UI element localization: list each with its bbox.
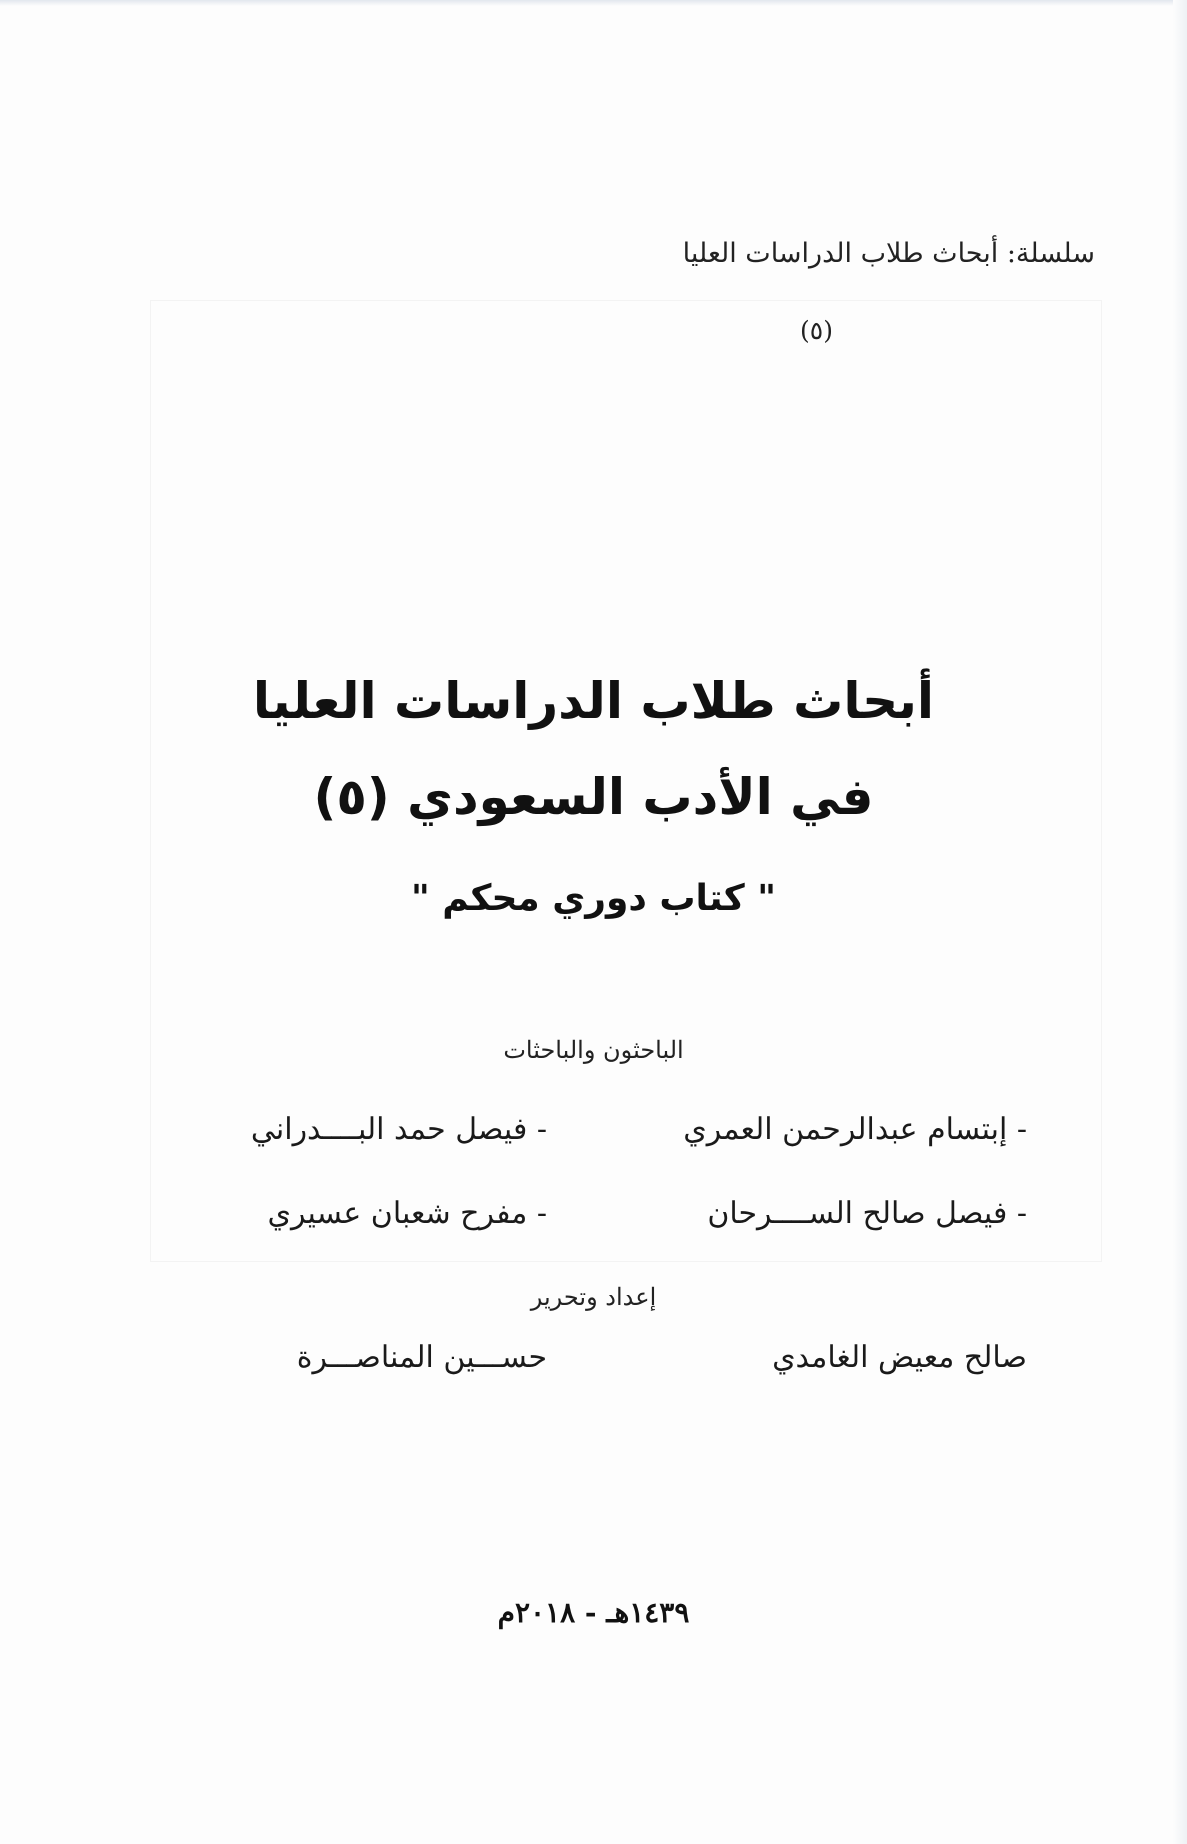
scan-edge-top	[0, 0, 1187, 6]
series-label: سلسلة: أبحاث طلاب الدراسات العليا	[682, 238, 1095, 269]
researcher-name: - فيصل صالح الســــرحان	[707, 1196, 1027, 1231]
researcher-name: - فيصل حمد البــــدراني	[250, 1112, 547, 1147]
editor-name: حســـين المناصـــرة	[296, 1340, 547, 1375]
book-title-line-2: في الأدب السعودي (٥)	[313, 768, 874, 826]
series-number: (٥)	[800, 316, 833, 345]
researcher-name: - إبتسام عبدالرحمن العمري	[683, 1112, 1027, 1147]
book-subtitle: " كتاب دوري محكم "	[411, 878, 776, 919]
researcher-name: - مفرح شعبان عسيري	[267, 1196, 547, 1231]
editor-name: صالح معيض الغامدي	[772, 1340, 1027, 1375]
editing-heading: إعداد وتحرير	[530, 1283, 657, 1311]
scan-edge-right	[1173, 0, 1187, 1844]
researchers-heading: الباحثون والباحثات	[503, 1036, 684, 1064]
publication-date: ١٤٣٩هـ - ٢٠١٨م	[497, 1596, 690, 1629]
book-title-line-1: أبحاث طلاب الدراسات العليا	[252, 672, 935, 730]
